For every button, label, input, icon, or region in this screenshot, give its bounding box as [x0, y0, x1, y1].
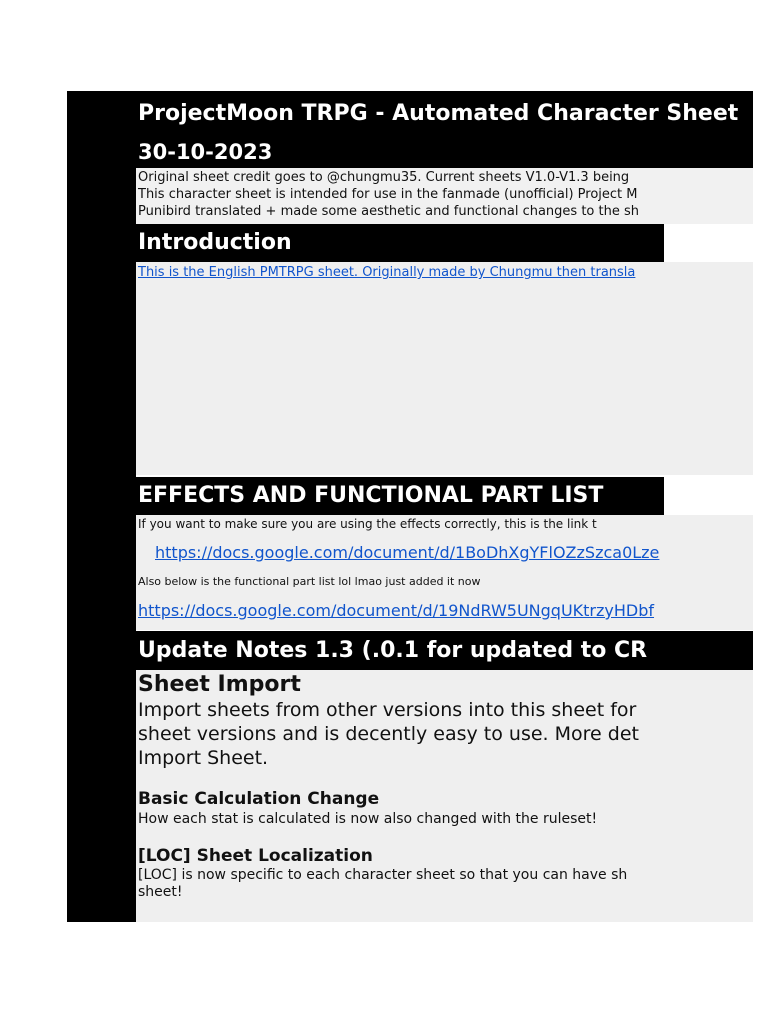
credits-line-2: This character sheet is intended for use in the fanmade (unofficial) Project M — [138, 187, 638, 202]
effects-note: If you want to make sure you are using the effects correctly, this is the link t — [138, 517, 597, 531]
sheet-import-title: Sheet Import — [138, 672, 301, 697]
functional-part-note: Also below is the functional part list lol lmao just added it now — [138, 575, 481, 588]
introduction-heading: Introduction — [136, 224, 664, 262]
loc-title: [LOC] Sheet Localization — [138, 846, 373, 866]
update-notes-heading-text: Update Notes 1.3 (.0.1 for updated to CR — [138, 638, 648, 663]
introduction-body — [136, 262, 753, 475]
sheet-import-line-1: Import sheets from other versions into this sheet for — [138, 699, 637, 721]
sheet-date: 30-10-2023 — [138, 140, 273, 164]
credits-line-3: Punibird translated + made some aesthetic and functional changes to the sh — [138, 204, 639, 219]
sheet-title: ProjectMoon TRPG - Automated Character Sheet — [138, 101, 739, 126]
calc-change-title: Basic Calculation Change — [138, 789, 380, 809]
calc-change-text: How each stat is calculated is now also changed with the ruleset! — [138, 811, 598, 827]
credits-line-1: Original sheet credit goes to @chungmu35. Current sheets V1.0-V1.3 being — [138, 170, 630, 185]
loc-line-1: [LOC] is now specific to each character sheet so that you can have sh — [138, 867, 628, 883]
title-band — [136, 91, 753, 168]
update-notes-heading — [136, 631, 753, 670]
effects-doc-link[interactable]: https://docs.google.com/document/d/1BoDhXgYFlOZzSzca0Lze — [155, 543, 660, 562]
character-sheet — [67, 91, 753, 922]
sheet-import-line-3: Import Sheet. — [138, 747, 269, 769]
sheet-import-line-2: sheet versions and is decently easy to use. More det — [138, 723, 639, 745]
functional-part-link[interactable]: https://docs.google.com/document/d/19NdRW5UNgqUKtrzyHDbf — [138, 601, 655, 620]
effects-body — [136, 515, 753, 630]
credits-block — [136, 168, 753, 224]
update-notes-body — [136, 670, 753, 922]
effects-heading: EFFECTS AND FUNCTIONAL PART LIST — [136, 477, 664, 515]
loc-line-2: sheet! — [138, 884, 183, 900]
introduction-link[interactable]: This is the English PMTRPG sheet. Originally made by Chungmu then transla — [138, 265, 636, 280]
left-black-bar — [67, 91, 136, 922]
